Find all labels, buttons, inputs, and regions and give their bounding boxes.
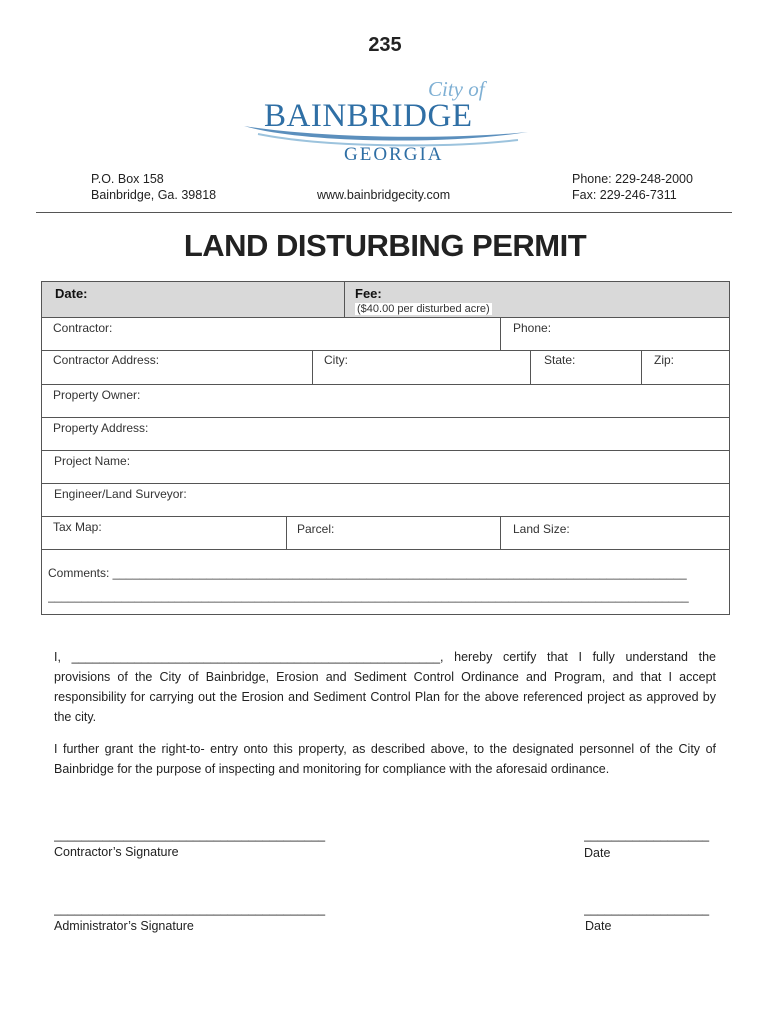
certification-paragraph: I, _____________________________________________________, hereby certify that I fully understand the provisions of the City of Bainbridge, Erosion and Sediment Control Ordinance and Program, and that I accept responsibility for carrying out the Erosion and Sediment Control Plan for the above referenced project as approved by the city. <box>54 650 716 724</box>
admin-date-line[interactable]: __________________ <box>584 902 710 916</box>
contractor-signature-label: Contractor’s Signature <box>54 845 179 859</box>
parcel-field[interactable]: Parcel: <box>297 522 335 536</box>
comments-field[interactable]: Comments: ______________________________________________________________________________________ <box>48 566 687 580</box>
phone: Phone: 229-248-2000 <box>572 172 693 186</box>
contact-block <box>572 171 693 203</box>
permit-form <box>41 281 730 615</box>
contractor-date-label: Date <box>584 846 611 860</box>
logo-name: BAINBRIDGE <box>264 98 473 134</box>
admin-signature-line[interactable]: _______________________________________ <box>54 902 326 916</box>
tax-map-field[interactable]: Tax Map: <box>53 520 102 534</box>
contractor-field[interactable]: Contractor: <box>53 321 113 335</box>
date-field[interactable]: Date: <box>55 286 88 301</box>
property-address-row <box>42 417 729 451</box>
fee-field[interactable]: Fee: <box>355 286 382 301</box>
property-address-field[interactable]: Property Address: <box>53 421 149 435</box>
admin-date-label: Date <box>585 919 612 933</box>
website[interactable]: www.bainbridgecity.com <box>317 188 451 202</box>
comments-line-2[interactable]: ________________________________________________________________________________________________ <box>48 589 689 603</box>
state-field[interactable]: State: <box>544 353 576 367</box>
tax-row <box>42 516 729 550</box>
zip-field[interactable]: Zip: <box>654 353 675 367</box>
contractor-date-line[interactable]: __________________ <box>584 828 710 842</box>
po-box: P.O. Box 158 <box>91 172 164 186</box>
city-field[interactable]: City: <box>324 353 348 367</box>
address-row <box>42 350 729 385</box>
header-divider <box>36 212 732 213</box>
project-row <box>42 450 729 484</box>
fax: Fax: 229-246-7311 <box>572 188 677 202</box>
admin-signature-label: Administrator’s Signature <box>54 919 194 933</box>
page-number: 235 <box>368 34 402 56</box>
contractor-row <box>42 317 729 351</box>
city-logo <box>238 74 534 166</box>
city-line: Bainbridge, Ga. 39818 <box>91 188 217 202</box>
address-block <box>91 171 216 203</box>
engineer-row <box>42 483 729 517</box>
date-fee-row <box>42 282 729 318</box>
project-name-field[interactable]: Project Name: <box>54 454 131 468</box>
contractor-address-field[interactable]: Contractor Address: <box>53 353 160 367</box>
phone-field[interactable]: Phone: <box>513 321 552 335</box>
comments-row <box>42 549 729 614</box>
contractor-signature-line[interactable]: _______________________________________ <box>54 828 326 842</box>
fee-note: ($40.00 per disturbed acre) <box>357 303 490 315</box>
property-owner-field[interactable]: Property Owner: <box>53 388 141 402</box>
owner-row <box>42 384 729 418</box>
logo-city-of: City of <box>428 77 485 101</box>
land-size-field[interactable]: Land Size: <box>513 522 570 536</box>
right-of-entry-paragraph: I further grant the right-to- entry onto this property, as described above, to the designated personnel of the City of Bainbridge for the purpose of inspecting and monitoring for compliance with the aforesaid ordinance. <box>54 742 716 776</box>
logo-state: GEORGIA <box>344 144 444 165</box>
page-title: LAND DISTURBING PERMIT <box>183 228 587 263</box>
engineer-field[interactable]: Engineer/Land Surveyor: <box>54 487 187 501</box>
